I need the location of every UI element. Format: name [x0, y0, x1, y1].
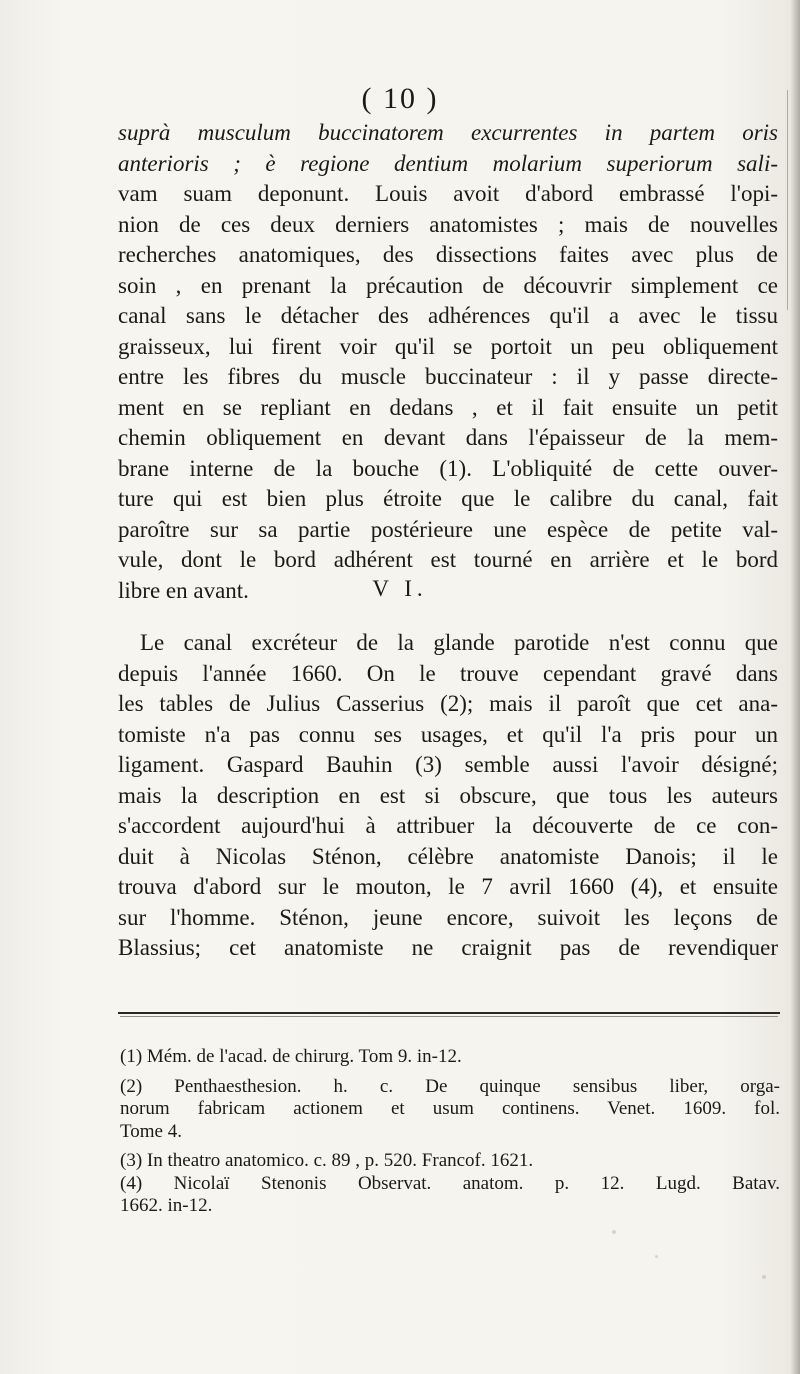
page-edge-line: [787, 90, 788, 310]
footnote-3: (3) In theatro anatomico. c. 89 , p. 520. Francof. 1621.: [120, 1150, 534, 1171]
footnote-1: (1) Mém. de l'acad. de chirurg. Tom 9. in-12.: [120, 1046, 462, 1067]
paper-stain: [655, 1255, 658, 1258]
page-number: ( 10 ): [361, 82, 439, 115]
text-line: duit à Nicolas Sténon, célèbre anatomiste Danois; il le: [118, 843, 778, 869]
paper-stain: [762, 1275, 766, 1279]
footnote-separator-rule: [118, 1012, 780, 1014]
text-line: nion de ces deux derniers anatomistes ; mais de nouvelles: [118, 211, 778, 237]
text-line: ture qui est bien plus étroite que le calibre du canal, fait: [118, 486, 778, 511]
text-line: Le canal excréteur de la glande parotide n'est connu que: [140, 630, 778, 655]
text-line: chemin obliquement en devant dans l'épaisseur de la mem-: [118, 425, 778, 450]
text-line: mais la description en est si obscure, que tous les auteurs: [118, 782, 778, 808]
footnote-4-line: 1662. in-12.: [120, 1195, 213, 1216]
text-line: recherches anatomiques, des dissections faites avec plus de: [118, 242, 778, 267]
section-heading: V I.: [372, 576, 428, 601]
footnote-2-line: Tome 4.: [120, 1120, 182, 1142]
text-line: Blassius; cet anatomiste ne craignit pas de revendiquer: [118, 935, 778, 960]
paragraph-continued: [118, 118, 778, 606]
footnote-4-line: (4) Nicolaï Stenonis Observat. anatom. p. 12. Lugd. Batav.: [120, 1172, 780, 1194]
text-line: vam suam deponunt. Louis avoit d'abord embrassé l'opi-: [118, 181, 778, 206]
text-line: graisseux, lui firent voir qu'il se portoit un peu obliquement: [118, 333, 778, 359]
footnote-2-line: (2) Penthaesthesion. h. c. De quinque sensibus liber, orga-: [120, 1075, 780, 1097]
text-line: entre les fibres du muscle buccinateur : il y passe directe-: [118, 364, 778, 389]
text-line: soin , en prenant la précaution de découvrir simplement ce: [118, 272, 778, 298]
footnote-2-line: norum fabricam actionem et usum continens. Venet. 1609. fol.: [120, 1098, 780, 1119]
text-line: brane interne de la bouche (1). L'obliquité de cette ouver-: [118, 455, 778, 481]
text-line: les tables de Julius Casserius (2); mais il paroît que cet ana-: [118, 691, 778, 716]
text-line: s'accordent aujourd'hui à attribuer la découverte de ce con-: [118, 813, 778, 838]
text-line: sur l'homme. Sténon, jeune encore, suivoit les leçons de: [118, 904, 778, 930]
text-line: depuis l'année 1660. On le trouve cependant gravé dans: [118, 660, 778, 686]
text-line: ligament. Gaspard Bauhin (3) semble aussi l'avoir désigné;: [118, 752, 778, 777]
footnotes: [120, 1046, 780, 1218]
text-line: canal sans le détacher des adhérences qu'il a avec le tissu: [118, 303, 778, 328]
text-line: vule, dont le bord adhérent est tourné en arrière et le bord: [118, 547, 778, 572]
text-line: anterioris ; è regione dentium molarium superiorum sali-: [118, 150, 778, 176]
page-edge-shadow: [790, 0, 800, 1374]
text-line: trouva d'abord sur le mouton, le 7 avril 1660 (4), et ensuite: [118, 874, 778, 899]
footnote-separator-shadow: [120, 1016, 778, 1017]
text-line: libre en avant.: [118, 577, 249, 603]
text-line: tomiste n'a pas connu ses usages, et qu'il l'a pris pour un: [118, 721, 778, 747]
text-line: suprà musculum buccinatorem excurrentes in partem oris: [118, 120, 778, 145]
text-line: paroître sur sa partie postérieure une espèce de petite val-: [118, 516, 778, 542]
text-line: ment en se repliant en dedans , et il fait ensuite un petit: [118, 394, 778, 420]
paragraph-section-6: [118, 628, 778, 964]
paper-stain: [612, 1230, 616, 1234]
